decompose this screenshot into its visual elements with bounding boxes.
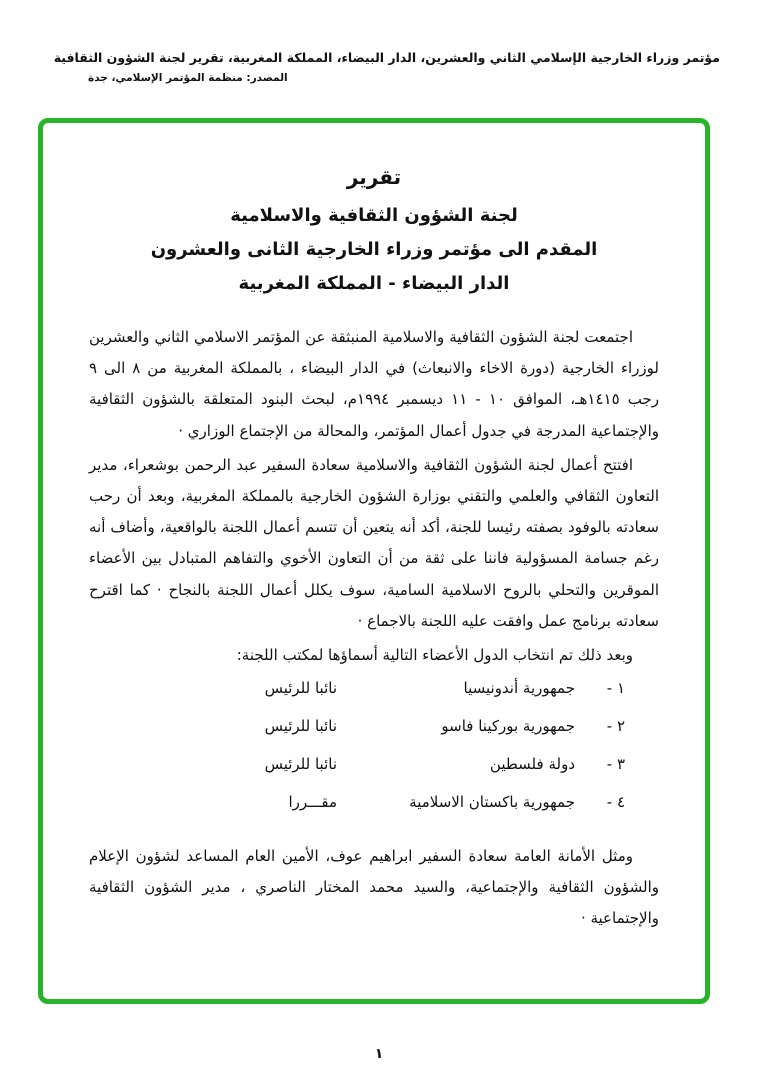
member-country: جمهورية باكستان الاسلامية — [409, 793, 575, 812]
member-role: نائبا للرئيس — [264, 679, 337, 698]
page-number: ١ — [374, 1046, 384, 1062]
member-number: ٣ - — [606, 755, 625, 774]
list-item — [89, 755, 625, 793]
member-role: نائبا للرئيس — [264, 755, 337, 774]
paragraph-opening: افتتح أعمال لجنة الشؤون الثقافية والاسلامية سعادة السفير عبد الرحمن بوشعراء، مدير التعاون الثقافي والعلمي والتقني بوزارة الشؤون الخارجية بالمملكة المغربية، وبعد أن رحب سعادته بالوفود بصفته رئيسا للجنة، أكد أنه يتعين أن تتسم أعمال اللجنة بالواقعية، وأضاف أنه رغم جسامة المسؤولية فاننا على ثقة من أن التعاون الأخوي والتفاهم المتبادل بين الأعضاء الموقرين والتحلي بالروح الاسلامية السامية، سوف يكلل أعمال اللجنة بالنجاح · كما اقترح سعادته برنامج عمل وافقت عليه اللجنة بالاجماع · — [89, 455, 659, 630]
member-country: دولة فلسطين — [489, 755, 575, 774]
member-role: نائبا للرئيس — [264, 717, 337, 736]
member-country: جمهورية أندونيسيا — [463, 679, 575, 698]
paragraph-secretariat: ومثل الأمانة العامة سعادة السفير ابراهيم عوف، الأمين العام المساعد لشؤون الإعلام والشؤون الثقافية والإجتماعية، والسيد محمد المختار الناصري ، مدير الشؤون الثقافية والإجتماعية · — [89, 847, 659, 928]
document-source: المصدر: منظمة المؤتمر الإسلامي، جدة — [88, 72, 288, 84]
member-role: مقـــررا — [288, 793, 337, 812]
paragraph-meeting: اجتمعت لجنة الشؤون الثقافية والاسلامية المنبثقة عن المؤتمر الاسلامي الثاني والعشرين لوزراء الخارجية (دورة الاخاء والانبعاث) في الدار البيضاء ، بالمملكة المغربية من ٨ الى ٩ رجب ١٤١٥هـ، الموافق ١٠ - ١١ ديسمبر ١٩٩٤م، لبحث البنود المتعلقة بالشؤون الثقافية والإجتماعية المدرجة في جدول أعمال المؤتمر، والمحالة من الإجتماع الوزاري · — [89, 328, 659, 440]
report-title: تقرير — [346, 165, 402, 189]
document-caption: مؤتمر وزراء الخارجية الإسلامي الثاني والعشرين، الدار البيضاء، المملكة المغربية، تقرير لجنة الشؤون الثقافية — [53, 50, 720, 65]
member-number: ١ - — [606, 679, 625, 698]
document-content — [43, 123, 705, 956]
committee-name: لجنة الشؤون الثقافية والاسلامية — [230, 205, 518, 226]
paragraph-election-intro: وبعد ذلك تم انتخاب الدول الأعضاء التالية أسماؤها لمكتب اللجنة: — [236, 645, 633, 664]
list-item — [89, 717, 625, 755]
member-list — [89, 679, 625, 831]
document-frame — [38, 118, 710, 1004]
title-block — [89, 165, 659, 294]
member-number: ٤ - — [606, 793, 625, 812]
list-item — [89, 793, 625, 831]
location-line: الدار البيضاء - المملكة المغربية — [238, 273, 510, 294]
member-country: جمهورية بوركينا فاسو — [441, 717, 575, 736]
member-number: ٢ - — [606, 717, 625, 736]
submitted-to-line: المقدم الى مؤتمر وزراء الخارجية الثانى والعشرون — [150, 239, 598, 260]
list-item — [89, 679, 625, 717]
document-header — [40, 50, 720, 84]
